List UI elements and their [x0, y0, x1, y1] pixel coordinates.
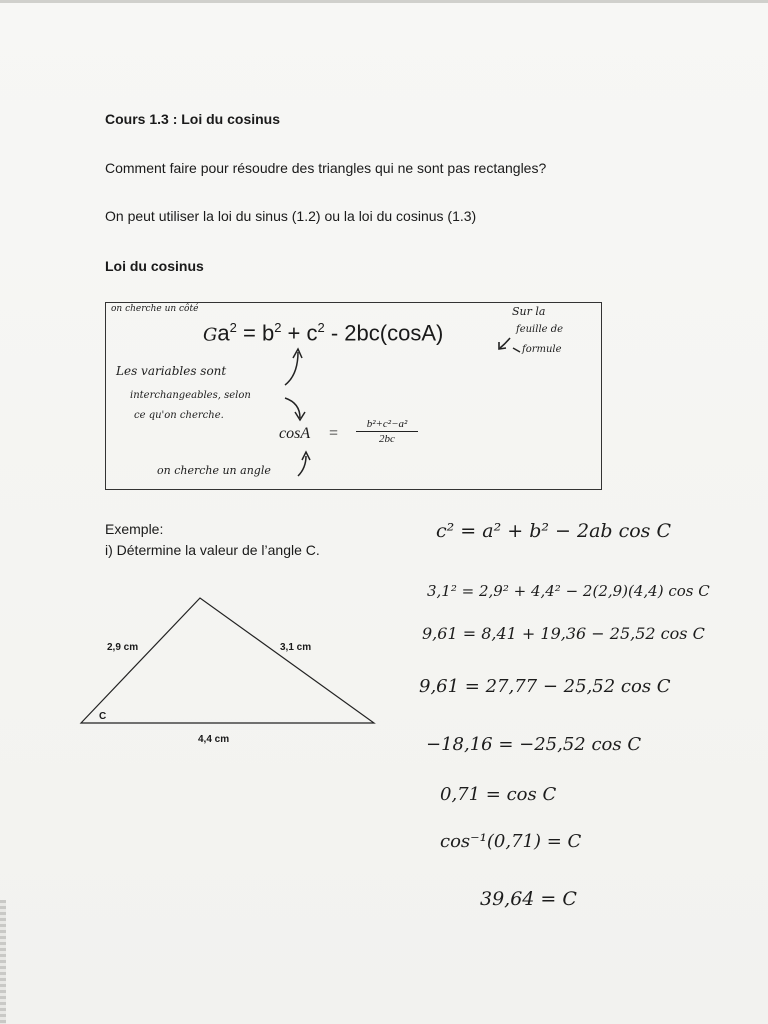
- handwritten-note-sheet-1: Sur la: [512, 305, 546, 318]
- handwritten-note-vars-2: interchangeables, selon: [130, 390, 251, 401]
- answer-text: On peut utiliser la loi du sinus (1.2) ou la loi du cosinus (1.3): [105, 208, 477, 224]
- work-line-6: 0,71 = cos C: [440, 784, 557, 805]
- triangle-side-left: 2,9 cm: [107, 642, 139, 653]
- work-line-1: c² = a² + b² − 2ab cos C: [436, 520, 672, 542]
- work-line-3: 9,61 = 8,41 + 19,36 − 25,52 cos C: [422, 624, 705, 643]
- work-line-5: −18,16 = −25,52 cos C: [426, 734, 642, 755]
- question-text: Comment faire pour résoudre des triangles qui ne sont pas rectangles?: [105, 160, 547, 176]
- section-title: Loi du cosinus: [105, 258, 204, 274]
- cosine-law-formula: $Ga^2 = b^2 + c^2 - 2bc(\cos A)$: [203, 320, 444, 346]
- example-task: i) Détermine la valeur de l’angle C.: [105, 542, 320, 558]
- work-line-4: 9,61 = 27,77 − 25,52 cos C: [419, 676, 671, 697]
- work-line-8: 39,64 = C: [480, 888, 577, 910]
- triangle-side-bottom: 4,4 cm: [198, 734, 230, 745]
- handwritten-note-vars-1: Les variables sont: [116, 364, 227, 378]
- handwritten-note-side: on cherche un côté: [111, 304, 199, 314]
- handwritten-note-angle: on cherche un angle: [157, 464, 271, 477]
- example-label: Exemple:: [105, 521, 164, 537]
- triangle-shape: [81, 598, 374, 723]
- work-line-2: 3,1² = 2,9² + 4,4² − 2(2,9)(4,4) cos C: [427, 582, 710, 600]
- handwritten-note-sheet-3: formule: [522, 344, 562, 355]
- page-title: Cours 1.3 : Loi du cosinus: [105, 111, 281, 127]
- work-line-7: cos⁻¹(0,71) = C: [440, 831, 582, 852]
- triangle-side-right: 3,1 cm: [280, 642, 312, 653]
- cos-formula-equals: =: [329, 425, 339, 442]
- fraction-numerator: b²+c²−a²: [356, 418, 418, 432]
- fraction-denominator: 2bc: [379, 433, 395, 445]
- handwritten-note-sheet-2: feuille de: [516, 324, 564, 335]
- handwritten-note-vars-3: ce qu'on cherche.: [134, 410, 224, 421]
- cos-formula-left: cosA: [279, 425, 311, 442]
- triangle-vertex-c: C: [99, 711, 107, 722]
